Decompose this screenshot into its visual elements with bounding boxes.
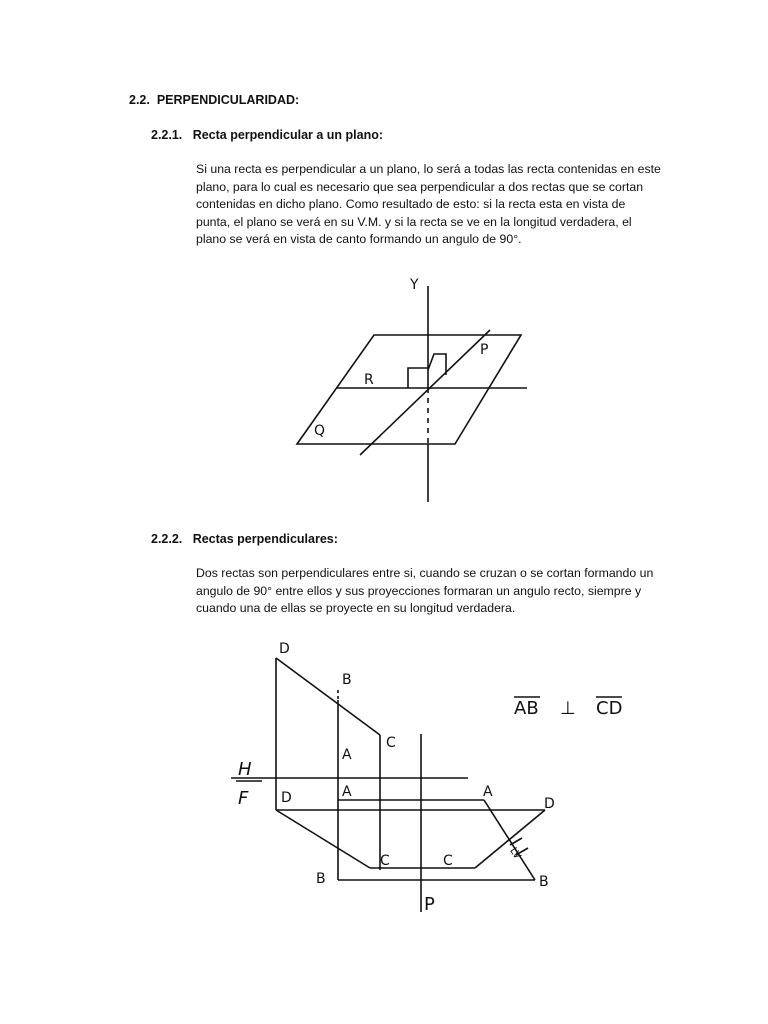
paragraph-line: cuando una de ellas se proyecte en su longitud verdadera.	[196, 601, 516, 616]
label-f: F	[238, 788, 249, 809]
subsection-2-title: Rectas perpendiculares:	[192, 532, 338, 546]
section-title: PERPENDICULARIDAD:	[156, 93, 300, 107]
front-line-ab-right	[484, 800, 535, 880]
label-p-projection: P	[424, 894, 435, 915]
label-a-front: A	[342, 784, 352, 800]
paragraph-line: plano se verá en vista de canto formando un angulo de 90°.	[196, 232, 522, 247]
paragraph-line: Si una recta es perpendicular a un plano, lo será a todas las recta contenidas en este	[196, 162, 661, 176]
label-h: H	[238, 759, 252, 780]
subsection-1-title: Recta perpendicular a un plano:	[192, 128, 384, 142]
label-y: Y	[410, 277, 419, 293]
label-c-front-1: C	[380, 853, 390, 869]
paragraph-line: angulo de 90° entre ellos y sus proyecciones formaran un angulo recto, siempre y	[196, 583, 642, 598]
top-line-dc	[276, 658, 380, 735]
section-number: 2.2.	[129, 93, 150, 107]
label-a-top: A	[342, 747, 352, 763]
front-line-dc-left	[276, 810, 370, 868]
label-b-front: B	[316, 871, 326, 887]
label-r: R	[364, 372, 374, 388]
subsection-2-number: 2.2.2.	[151, 532, 183, 546]
label-c-front-2: C	[443, 853, 453, 869]
label-p: P	[480, 342, 489, 358]
label-c-top: C	[386, 735, 396, 751]
front-line-cd-right	[475, 810, 545, 868]
label-a-right: A	[483, 784, 493, 800]
label-d-top: D	[279, 641, 290, 657]
paragraph-line: plano, para lo cual es necesario que sea perpendicular a dos rectas que se cortan	[196, 179, 644, 194]
label-b-top: B	[342, 672, 352, 688]
label-b-right: B	[539, 874, 549, 890]
relation-ab: AB	[514, 698, 539, 719]
paragraph-line: contenidas en dicho plano. Como resultado de esto: si la recta esta en vista de	[196, 197, 626, 212]
label-q: Q	[314, 423, 326, 439]
label-lv: LV	[507, 845, 523, 862]
paragraph-line: punta, el plano se verá en su V.M. y si la recta se ve en la longitud verdadera, el	[196, 214, 632, 229]
label-d-right: D	[544, 796, 555, 812]
subsection-1-number: 2.2.1.	[151, 128, 183, 142]
label-d-front: D	[281, 790, 292, 806]
relation-perpendicular-symbol: ⊥	[560, 698, 576, 719]
lv-tick-1	[510, 838, 522, 845]
paragraph-line: Dos rectas son perpendiculares entre si, cuando se cruzan o se cortan formando un	[196, 566, 654, 580]
relation-cd: CD	[596, 698, 623, 719]
